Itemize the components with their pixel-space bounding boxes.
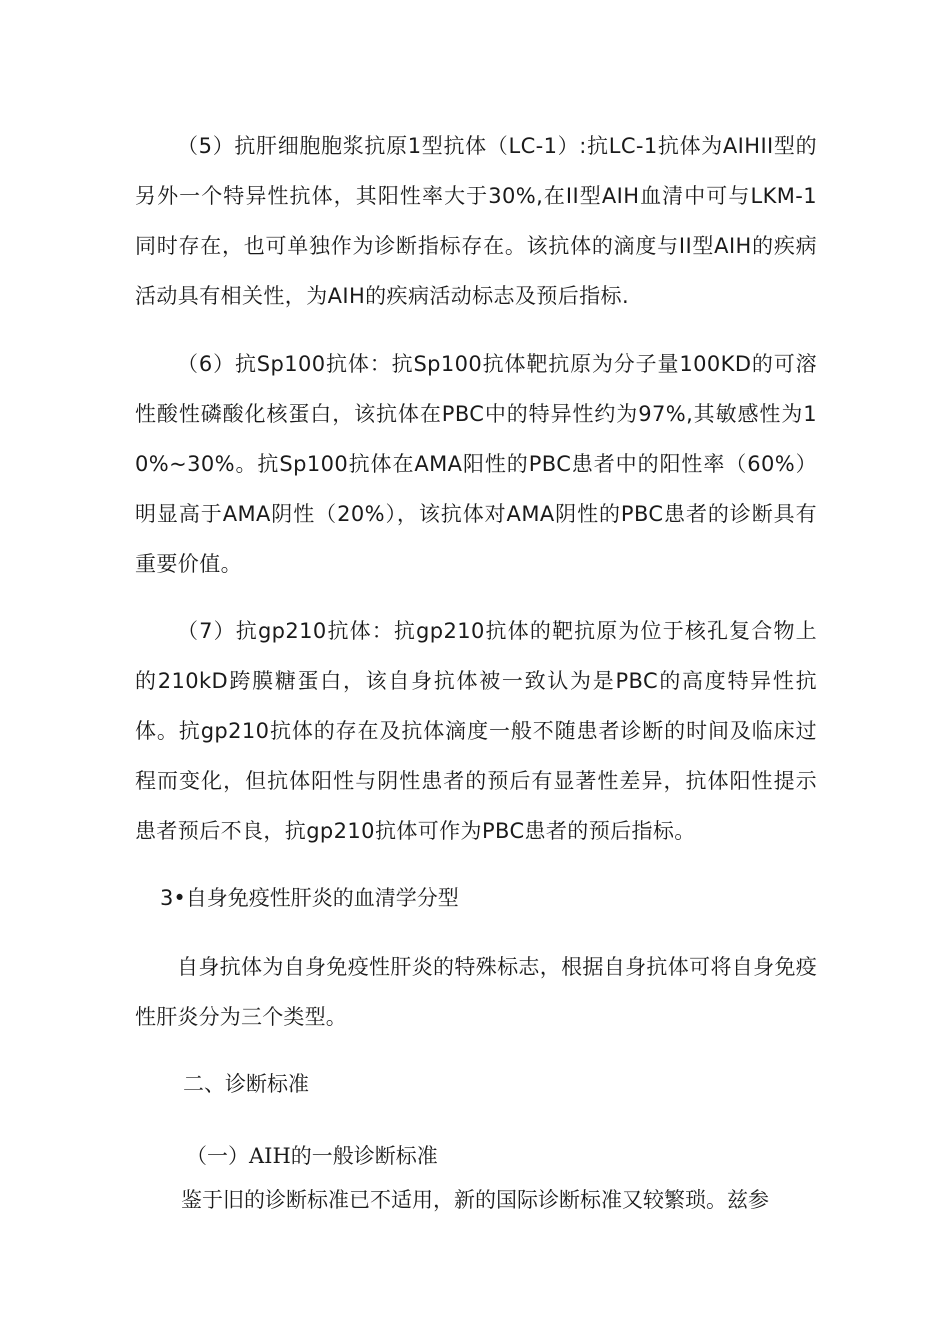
subsection-heading-general-criteria: （一）AIH的一般诊断标准 bbox=[186, 1144, 438, 1168]
paragraph-general-criteria-intro: 鉴于旧的诊断标准已不适用，新的国际诊断标准又较繁琐。兹参 bbox=[181, 1188, 769, 1212]
paragraph-sp100-antibody: （6）抗Sp100抗体：抗Sp100抗体靶抗原为分子量100KD的可溶性酸性磷酸化核蛋白，该抗体在PBC中的特异性约为97%,其敏感性为10%~30%。抗Sp100抗体在AMA阳性的PBC患者中的阳性率（60%）明显高于AMA阴性（20%），该抗体对AMA阴性的PBC患者的诊断具有重要价值。 bbox=[135, 352, 817, 576]
section-heading-diagnostic-criteria: 二、诊断标准 bbox=[183, 1072, 309, 1096]
paragraph-lc1-antibody: （5）抗肝细胞胞浆抗原1型抗体（LC-1）:抗LC-1抗体为AIHII型的另外一个特异性抗体，其阳性率大于30%,在II型AIH血清中可与LKM-1同时存在，也可单独作为诊断指标存在。该抗体的滴度与II型AIH的疾病活动具有相关性，为AIH的疾病活动标志及预后指标. bbox=[135, 134, 817, 308]
paragraph-serology-classification: 自身抗体为自身免疫性肝炎的特殊标志，根据自身抗体可将自身免疫性肝炎分为三个类型。 bbox=[135, 955, 817, 1029]
section-heading-serology: 3•自身免疫性肝炎的血清学分型 bbox=[160, 886, 459, 910]
paragraph-gp210-antibody: （7）抗gp210抗体：抗gp210抗体的靶抗原为位于核孔复合物上的210kD跨膜糖蛋白，该自身抗体被一致认为是PBC的高度特异性抗体。抗gp210抗体的存在及抗体滴度一般不随患者诊断的时间及临床过程而变化，但抗体阳性与阴性患者的预后有显著性差异，抗体阳性提示患者预后不良，抗gp210抗体可作为PBC患者的预后指标。 bbox=[135, 619, 817, 843]
